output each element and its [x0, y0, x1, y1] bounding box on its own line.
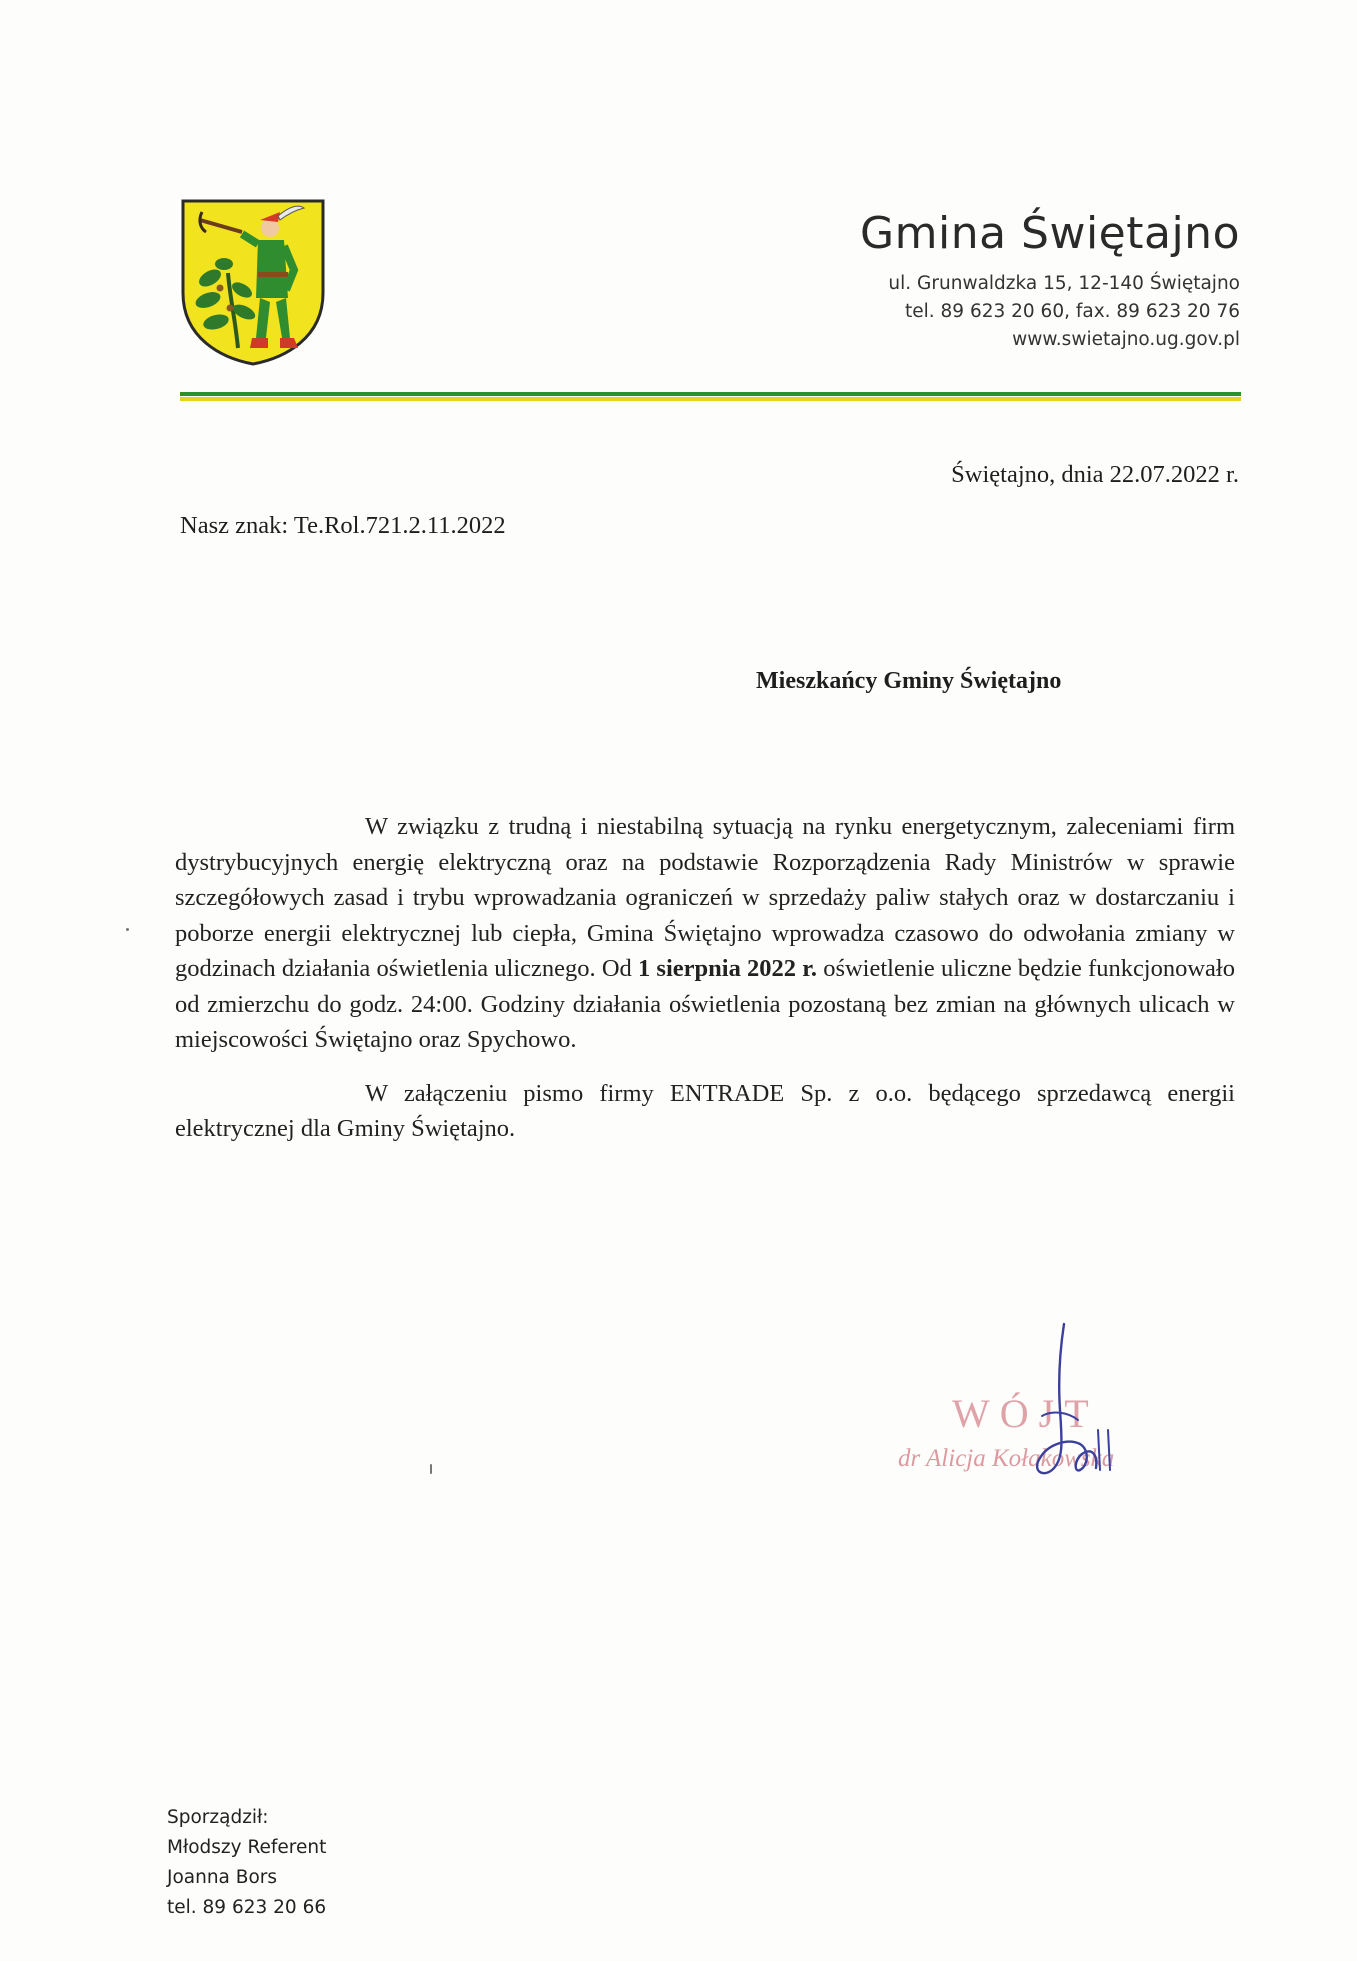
prepared-by-label: Sporządził:: [167, 1807, 269, 1828]
paragraph-attachment: W załączeniu pismo firmy ENTRADE Sp. z o.o. będącego sprzedawcą energii elektrycznej dla Gminy Świętajno.: [175, 1079, 1235, 1142]
municipality-phone: tel. 89 623 20 60, fax. 89 623 20 76: [904, 301, 1240, 322]
municipality-header: [860, 208, 1240, 354]
coat-of-arms-logo: [180, 198, 326, 366]
prepared-by-phone: tel. 89 623 20 66: [167, 1897, 327, 1918]
municipality-website: www.swietajno.ug.gov.pl: [1012, 329, 1240, 350]
municipality-title: Gmina Świętajno: [860, 208, 1240, 259]
recipient: Mieszkańcy Gminy Świętajno: [756, 668, 1062, 694]
paragraph-main: [175, 809, 1235, 1058]
letter-body: [175, 809, 1235, 1147]
stamp-name: dr Alicja Kołakowska: [898, 1445, 1115, 1472]
handwritten-signature: [892, 1320, 1232, 1490]
scan-speck: [430, 1464, 432, 1474]
header-divider-green: [180, 392, 1241, 396]
reference-number: Nasz znak: Te.Rol.721.2.11.2022: [180, 512, 506, 539]
paragraph-main-part1: W związku z trudną i niestabilną sytuacją na rynku energetycznym, zaleceniami firm dystrybucyjnych energię elektryczną oraz na podstawie Rozporządzenia Rady Ministrów w sprawie szczegółowych zasad i trybu wprowadzania ograniczeń w sprzedaży paliw stałych oraz w dostarczaniu i poborze energii elektrycznej lub ciepła, Gmina Świętajno wprowadza czasowo do odwołania zmiany w godzinach działania oświetlenia ulicznego. Od: [175, 813, 1235, 982]
header-divider-yellow: [180, 397, 1241, 401]
place-date: Świętajno, dnia 22.07.2022 r.: [951, 461, 1239, 488]
paragraph-main-part2: oświetlenie uliczne będzie funkcjonowało od zmierzchu do godz. 24:00. Godziny działania oświetlenia pozostaną bez zmian na głównych ulicach w miejscowości Świętajno oraz Spychowo.: [175, 955, 1235, 1053]
effective-date: 1 sierpnia 2022 r.: [637, 955, 817, 982]
municipality-address: ul. Grunwaldzka 15, 12-140 Świętajno: [888, 273, 1240, 294]
stamp-title: WÓJT: [952, 1391, 1099, 1436]
official-stamp: [892, 1320, 1232, 1490]
prepared-by-name: Joanna Bors: [167, 1867, 278, 1888]
prepared-by: [167, 1803, 326, 1923]
scan-speck: [126, 928, 129, 931]
prepared-by-position: Młodszy Referent: [167, 1837, 327, 1858]
